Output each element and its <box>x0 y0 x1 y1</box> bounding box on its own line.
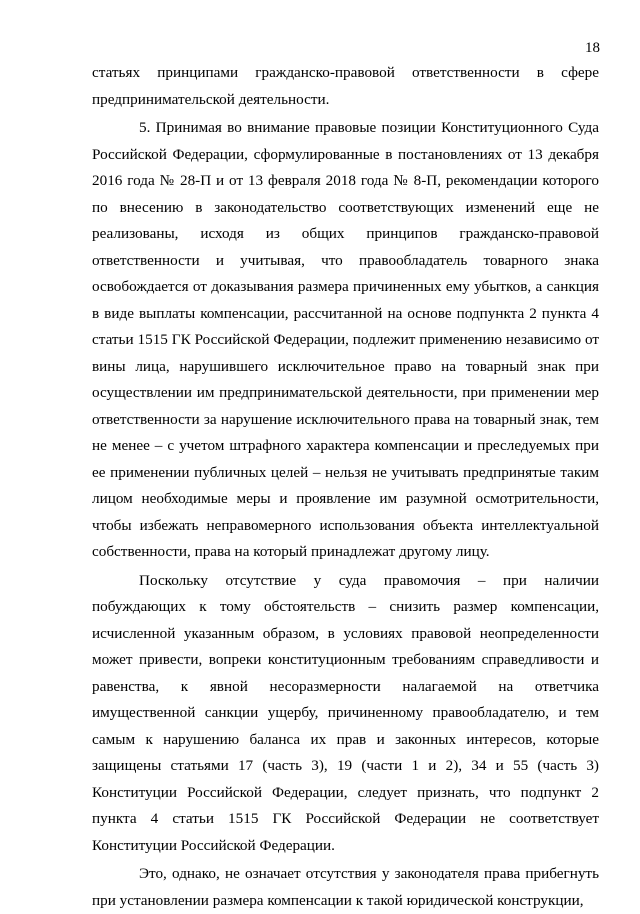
page-number: 18 <box>585 40 600 56</box>
paragraph-item-5: 5. Принимая во внимание правовые позиции Конституционного Суда Российской Федерации, сформулированные в постановлениях от 13 декабря 2016 года № 28-П и от 13 февраля 2018 года № 8-П, рекомендации которого по внесению в законодательство соответствующих изменений еще не реализованы, исходя из общих принципов гражданско-правовой ответственности и учитывая, что правообладатель товарного знака освобождается от доказывания размера причиненных ему убытков, а санкция в виде выплаты компенсации, рассчитанной на основе подпункта 2 пункта 4 статьи 1515 ГК Российской Федерации, подлежит применению независимо от вины лица, нарушившего исключительное право на товарный знак при осуществлении им предпринимательской деятельности, при применении мер ответственности за нарушение исключительного права на товарный знак, тем не менее – с учетом штрафного характера компенсации и преследуемых при ее применении публичных целей – нельзя не учитывать предпринятые таким лицом необходимые меры и проявление им разумной осмотрительности, чтобы избежать неправомерного использования объекта интеллектуальной собственности, права на который принадлежат другому лицу. <box>92 119 599 560</box>
document-body <box>92 60 599 914</box>
paragraph-continuation: статьях принципами гражданско-правовой ответственности в сфере предпринимательской деятельности. <box>92 64 599 108</box>
paragraph-since: Поскольку отсутствие у суда правомочия – при наличии побуждающих к тому обстоятельств – снизить размер компенсации, исчисленной указанным образом, в условиях правовой неопределенности может привести, вопреки конституционным требованиям справедливости и равенства, к явной несоразмерности налагаемой на ответчика имущественной санкции ущербу, причиненному правообладателю, и тем самым к нарушению баланса их прав и законных интересов, которые защищены статьями 17 (часть 3), 19 (части 1 и 2), 34 и 55 (часть 3) Конституции Российской Федерации, следует признать, что подпункт 2 пункта 4 статьи 1515 ГК Российской Федерации не соответствует Конституции Российской Федерации. <box>92 571 599 854</box>
paragraph-however: Это, однако, не означает отсутствия у законодателя права прибегнуть при установлении размера компенсации к такой юридической конструкции, <box>92 865 599 909</box>
